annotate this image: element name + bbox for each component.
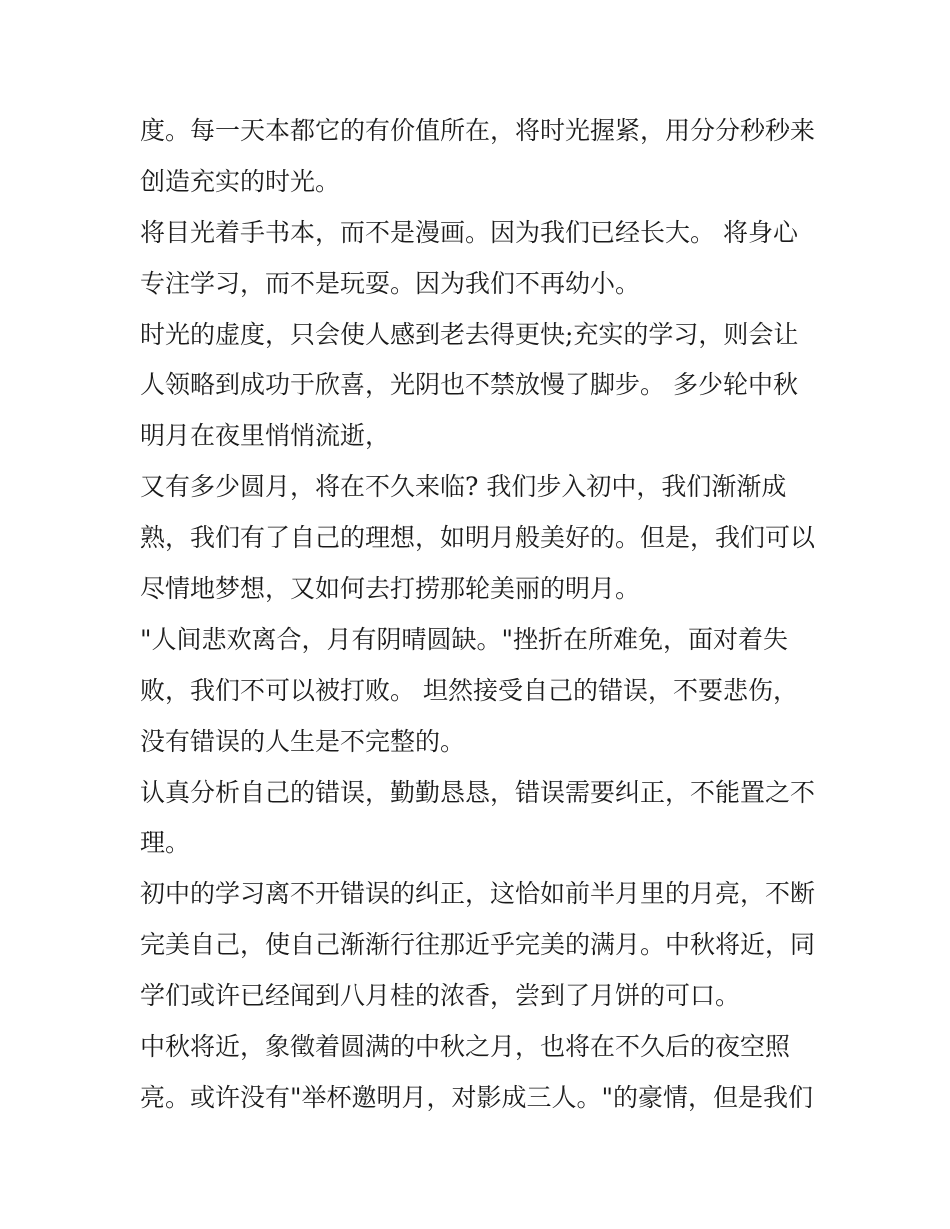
- text-line: 创造充实的时光。: [140, 166, 341, 196]
- body-text: [140, 106, 830, 1124]
- text-line: 初中的学习离不开错误的纠正，这恰如前半月里的月亮，不断: [140, 879, 816, 909]
- text-line: 亮。或许没有"举杯邀明月，对影成三人。"的豪情，但是我们: [140, 1082, 814, 1112]
- text-line: 熟，我们有了自己的理想，如明月般美好的。但是，我们可以: [140, 523, 816, 553]
- text-line: 认真分析自己的错误，勤勤恳恳，错误需要纠正，不能置之不: [140, 777, 816, 807]
- text-line: 学们或许已经闻到八月桂的浓香，尝到了月饼的可口。: [140, 981, 741, 1011]
- text-line: 度。每一天本都它的有价值所在，将时光握紧，用分分秒秒来: [140, 116, 816, 145]
- text-line: 没有错误的人生是不完整的。: [140, 726, 466, 756]
- text-line: "人间悲欢离合，月有阴晴圆缺。"挫折在所难免，面对着失: [140, 624, 789, 654]
- text-line: 尽情地梦想，又如何去打捞那轮美丽的明月。: [140, 574, 641, 604]
- text-line: 理。: [140, 828, 191, 858]
- text-line: 明月在夜里悄悄流逝，: [140, 421, 391, 451]
- text-line: 专注学习，而不是玩耍。因为我们不再幼小。: [140, 268, 641, 298]
- text-line: 人领略到成功于欣喜，光阴也不禁放慢了脚步。 多少轮中秋: [140, 370, 798, 400]
- text-line: 中秋将近，象徵着圆满的中秋之月，也将在不久后的夜空照: [140, 1032, 791, 1062]
- text-line: 败，我们不可以被打败。 坦然接受自己的错误，不要悲伤，: [140, 675, 798, 705]
- text-line: 又有多少圆月，将在不久来临? 我们步入初中，我们渐渐成: [140, 472, 787, 502]
- text-line: 时光的虚度，只会使人感到老去得更快;充实的学习，则会让: [140, 319, 799, 349]
- text-line: 完美自己，使自己渐渐行往那近乎完美的满月。中秋将近，同: [140, 930, 816, 960]
- text-line: 将目光着手书本，而不是漫画。因为我们已经长大。 将身心: [140, 217, 798, 247]
